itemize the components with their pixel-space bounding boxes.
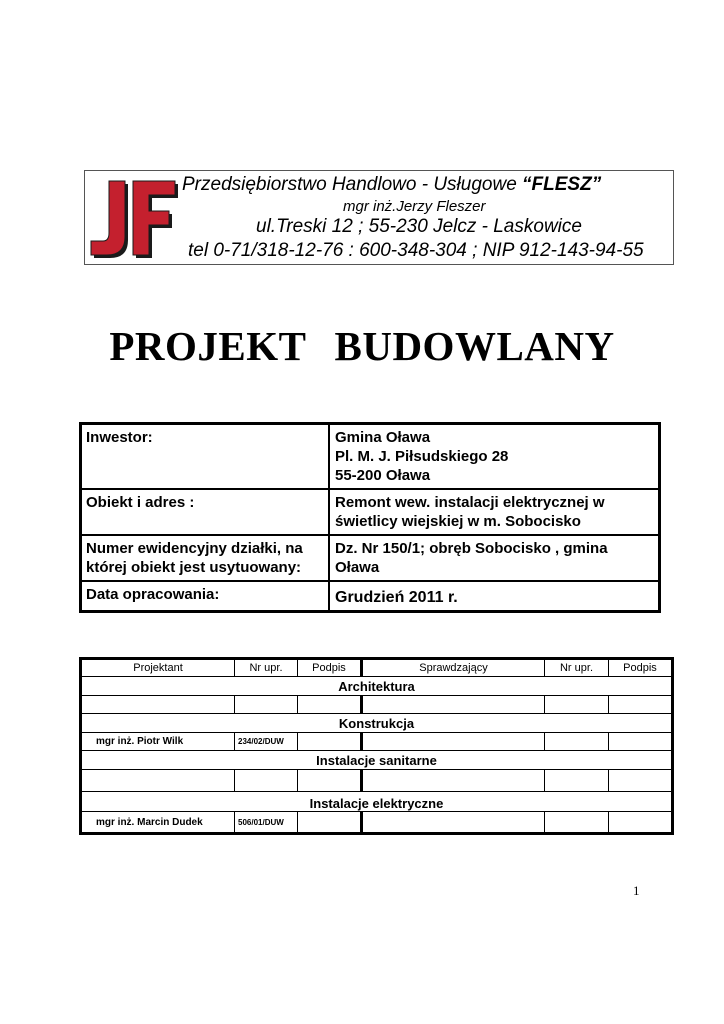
designer-cell: mgr inż. Piotr Wilk: [81, 733, 235, 751]
company-address: ul.Treski 12 ; 55-230 Jelcz - Laskowice: [256, 216, 582, 237]
date-value: Grudzień 2011 r.: [335, 589, 458, 606]
reviewer-license-cell: [545, 733, 609, 751]
staff-table: [79, 657, 674, 835]
parcel-label-line: Numer ewidencyjny działki, na: [86, 540, 303, 557]
section-row: [81, 714, 673, 733]
header-license: Nr upr.: [235, 659, 298, 677]
reviewer-license-cell: [545, 812, 609, 834]
staff-row: [81, 770, 673, 792]
letterhead: [84, 170, 674, 265]
company-owner: mgr inż.Jerzy Fleszer: [343, 198, 486, 215]
reviewer-cell: [362, 733, 545, 751]
section-title: Instalacje sanitarne: [81, 751, 673, 770]
section-row: [81, 677, 673, 696]
header-reviewer-license: Nr upr.: [545, 659, 609, 677]
jf-logo-graphic: [87, 179, 181, 261]
investor-row: [82, 425, 658, 488]
license-cell: 234/02/DUW: [235, 733, 298, 751]
signature-cell: [298, 733, 362, 751]
designer-cell: [81, 696, 235, 714]
section-title: Konstrukcja: [81, 714, 673, 733]
reviewer-license-cell: [545, 770, 609, 792]
company-name-line: [182, 174, 601, 196]
staff-row: [81, 812, 673, 834]
company-logo: [87, 179, 181, 261]
parcel-label-line: której obiekt jest usytuowany:: [86, 559, 302, 576]
license-cell: [235, 696, 298, 714]
project-info-table: [79, 422, 661, 613]
section-title: Instalacje elektryczne: [81, 792, 673, 812]
object-row: [82, 488, 658, 534]
document-title: PROJEKT BUDOWLANY: [109, 323, 615, 369]
investor-line: Pl. M. J. Piłsudskiego 28: [335, 448, 509, 465]
investor-value: [330, 425, 658, 488]
staff-row: [81, 733, 673, 751]
staff-header-row: [81, 659, 673, 677]
reviewer-signature-cell: [609, 812, 673, 834]
investor-label: Inwestor:: [82, 425, 330, 488]
parcel-row: [82, 534, 658, 580]
staff-row: [81, 696, 673, 714]
parcel-value: [330, 536, 658, 580]
page-number: 1: [633, 883, 640, 898]
signature-cell: [298, 770, 362, 792]
investor-line: 55-200 Oława: [335, 467, 431, 484]
signature-cell: [298, 812, 362, 834]
company-contact: tel 0-71/318-12-76 : 600-348-304 ; NIP 912-143-94-55: [188, 240, 644, 261]
reviewer-signature-cell: [609, 770, 673, 792]
date-label: Data opracowania:: [82, 582, 330, 610]
object-line: Remont wew. instalacji elektrycznej w: [335, 494, 605, 511]
reviewer-signature-cell: [609, 733, 673, 751]
signature-cell: [298, 696, 362, 714]
reviewer-signature-cell: [609, 696, 673, 714]
reviewer-cell: [362, 812, 545, 834]
header-reviewer: Sprawdzający: [362, 659, 545, 677]
parcel-line: Oława: [335, 559, 380, 576]
designer-cell: mgr inż. Marcin Dudek: [81, 812, 235, 834]
object-line: świetlicy wiejskiej w m. Sobocisko: [335, 513, 581, 530]
license-cell: 506/01/DUW: [235, 812, 298, 834]
company-prefix: Przedsiębiorstwo Handlowo - Usługowe: [182, 174, 523, 195]
reviewer-cell: [362, 770, 545, 792]
reviewer-cell: [362, 696, 545, 714]
parcel-label: [82, 536, 330, 580]
section-row: [81, 792, 673, 812]
license-cell: [235, 770, 298, 792]
investor-line: Gmina Oława: [335, 429, 431, 446]
object-label: Obiekt i adres :: [82, 490, 330, 534]
parcel-line: Dz. Nr 150/1; obręb Sobocisko , gmina: [335, 540, 608, 557]
header-signature: Podpis: [298, 659, 362, 677]
date-row: [82, 580, 658, 610]
header-designer: Projektant: [81, 659, 235, 677]
designer-cell: [81, 770, 235, 792]
reviewer-license-cell: [545, 696, 609, 714]
header-reviewer-signature: Podpis: [609, 659, 673, 677]
company-brand: “FLESZ”: [522, 174, 602, 195]
section-row: [81, 751, 673, 770]
object-value: [330, 490, 658, 534]
section-title: Architektura: [81, 677, 673, 696]
